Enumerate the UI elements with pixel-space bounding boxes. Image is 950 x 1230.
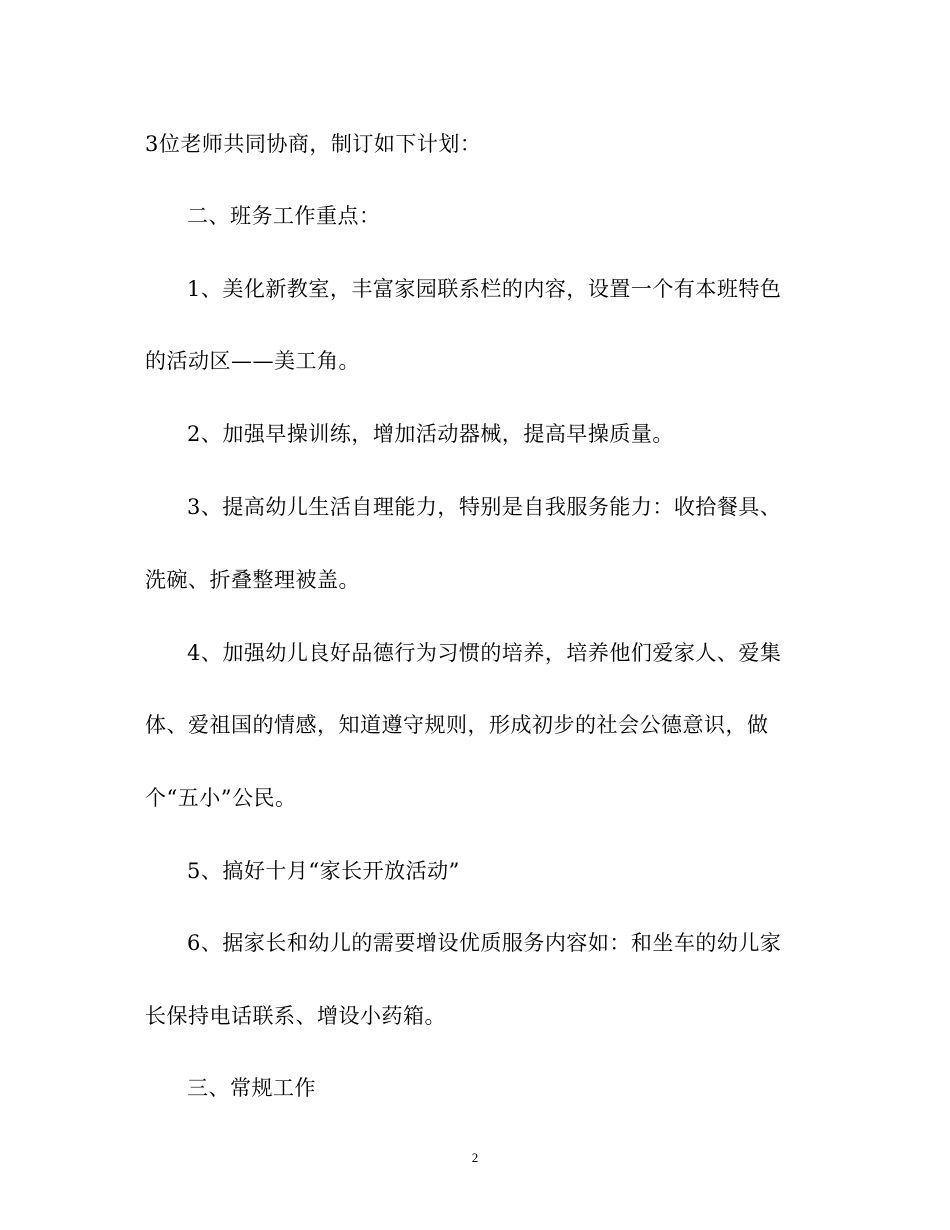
text-line: 体、爱祖国的情感，知道遵守规则，形成初步的社会公德意识，做 [145, 713, 769, 737]
text-line: 3位老师共同协商，制订如下计划： [145, 132, 482, 156]
text-line: 2、加强早操训练，增加活动器械，提高早操质量。 [187, 422, 674, 446]
text-line: 6、据家长和幼儿的需要增设优质服务内容如：和坐车的幼儿家 [187, 931, 782, 955]
text-line: 个“五小”公民。 [145, 786, 297, 810]
text-line: 1、美化新教室，丰富家园联系栏的内容，设置一个有本班特色 [187, 277, 782, 301]
text-line: 的活动区——美工角。 [145, 349, 360, 373]
text-line: 4、加强幼儿良好品德行为习惯的培养，培养他们爱家人、爱集 [187, 641, 782, 665]
text-line: 长保持电话联系、增设小药箱。 [145, 1004, 446, 1028]
text-line: 5、搞好十月“家长开放活动” [187, 859, 460, 883]
text-line: 3、提高幼儿生活自理能力，特别是自我服务能力：收拾餐具、 [187, 495, 782, 519]
text-line: 洗碗、折叠整理被盖。 [145, 568, 360, 592]
section-heading: 二、班务工作重点： [187, 204, 381, 228]
section-heading: 三、常规工作 [187, 1076, 316, 1100]
page-number: 2 [471, 1150, 479, 1165]
